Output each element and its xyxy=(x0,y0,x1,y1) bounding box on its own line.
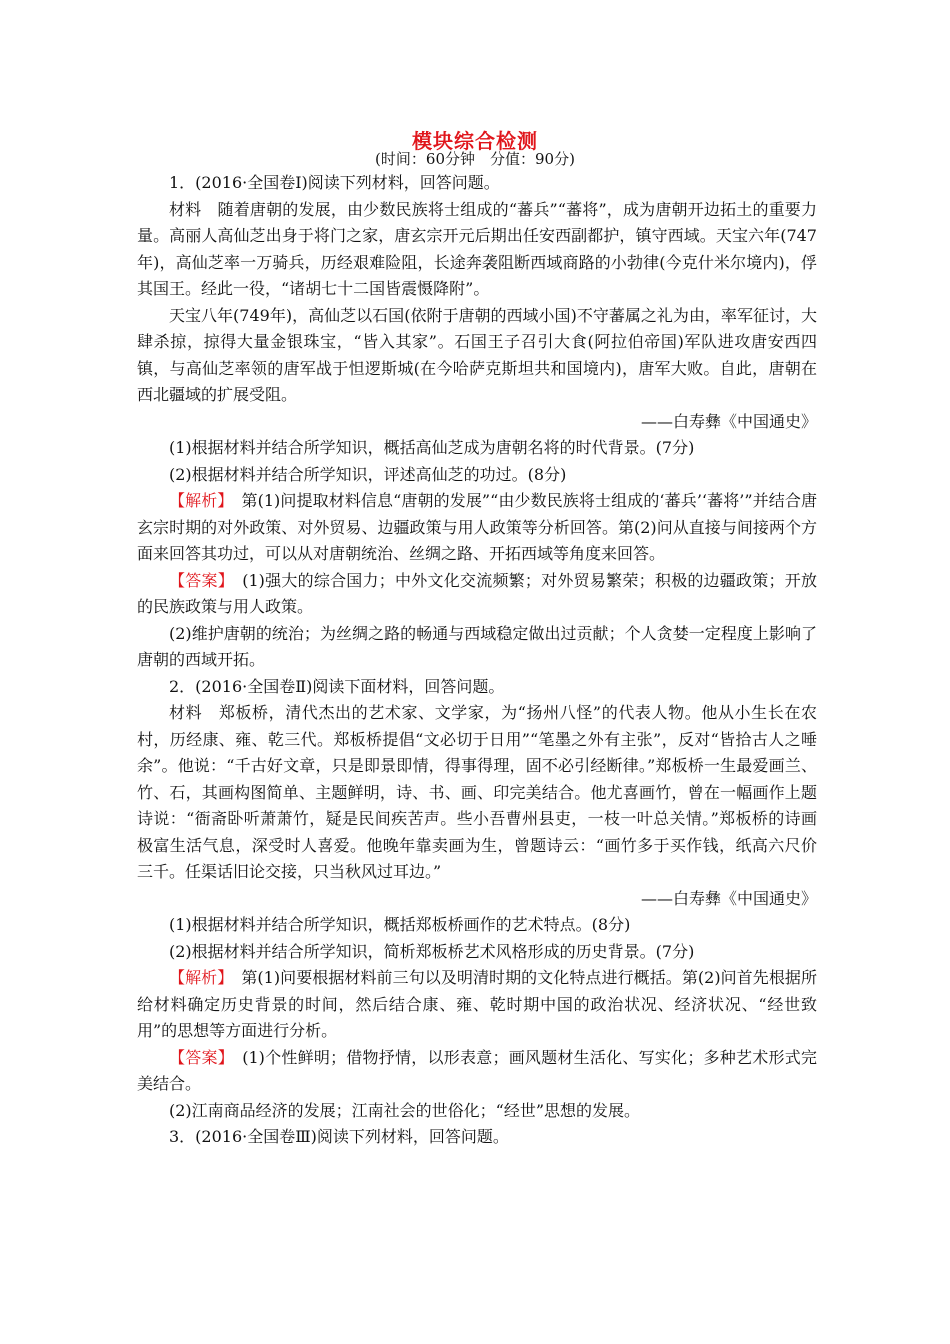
q2-answer xyxy=(137,1045,817,1098)
document-body xyxy=(137,170,817,1151)
q1-subquestion-1: (1)根据材料并结合所学知识，概括高仙芝成为唐朝名将的时代背景。(7分) xyxy=(169,438,695,457)
q1-analysis xyxy=(137,488,817,568)
q1-material-paragraph-1: 材料 随着唐朝的发展，由少数民族将士组成的“蕃兵”“蕃将”，成为唐朝开边拓土的重要力量。高丽人高仙芝出身于将门之家，唐玄宗开元后期出任安西副都护，镇守西域。天宝六年(747年)，高仙芝率一万骑兵，历经艰难险阻，长途奔袭阻断西域商路的小勃律(今克什米尔境内)，俘其国王。经此一役，“诸胡七十二国皆震慑降附”。 xyxy=(137,199,817,298)
q1-material-paragraph-2: 天宝八年(749年)，高仙芝以石国(依附于唐朝的西域小国)不守蕃属之礼为由，率军征讨，大肆杀掠，掠得大量金银珠宝，“皆入其家”。石国王子召引大食(阿拉伯帝国)军队进攻唐安西四镇，与高仙芝率领的唐军战于怛逻斯城(在今哈萨克斯坦共和国境内)，唐军大败。自此，唐朝在西北疆域的扩展受阻。 xyxy=(137,305,817,404)
page-title: 模块综合检测 xyxy=(412,129,538,153)
q2-analysis-text: 第(1)问要根据材料前三句以及明清时期的文化特点进行概括。第(2)问首先根据所给材料确定历史背景的时间，然后结合康、雍、乾时期中国的政治状况、经济状况、“经世致用”的思想等方面进行分析。 xyxy=(137,968,817,1040)
answer-label: 【答案】 xyxy=(169,570,226,590)
q1-source: ——白寿彝《中国通史》 xyxy=(640,411,817,431)
q2-material: 材料 郑板桥，清代杰出的艺术家、文学家，为“扬州八怪”的代表人物。他从小生长在农村，历经康、雍、乾三代。郑板桥提倡“文必切于日用”“笔墨之外有主张”，反对“皆拾古人之唾余”。他说：“千古好文章，只是即景即情，得事得理，固不必引经断律。”郑板桥一生最爱画兰、竹、石，其画构图简单、主题鲜明，诗、书、画、印完美结合。他尤喜画竹，曾在一幅画作上题诗说：“衙斋卧听萧萧竹，疑是民间疾苦声。些小吾曹州县吏，一枝一叶总关情。”郑板桥的诗画极富生活气息，深受时人喜爱。他晚年靠卖画为生，曾题诗云：“画竹多于买作钱，纸高六尺价三千。任渠话旧论交接，只当秋风过耳边。” xyxy=(137,703,817,881)
q1-answer xyxy=(137,568,817,621)
q2-header: 2．(2016·全国卷Ⅱ)阅读下面材料，回答问题。 xyxy=(169,676,505,696)
q1-answer-text-2: (2)维护唐朝的统治；为丝绸之路的畅通与西域稳定做出过贡献；个人贪婪一定程度上影响了唐朝的西域开拓。 xyxy=(137,623,817,669)
q2-answer-text-2: (2)江南商品经济的发展；江南社会的世俗化；“经世”思想的发展。 xyxy=(169,1100,641,1120)
q3-header: 3．(2016·全国卷Ⅲ)阅读下列材料，回答问题。 xyxy=(169,1127,509,1146)
q2-subquestion-1: (1)根据材料并结合所学知识，概括郑板桥画作的艺术特点。(8分) xyxy=(169,915,631,934)
q2-source: ——白寿彝《中国通史》 xyxy=(640,888,817,908)
analysis-label: 【解析】 xyxy=(169,491,226,510)
q1-analysis-text: 第(1)问提取材料信息“唐朝的发展”“由少数民族将士组成的‘蕃兵’‘蕃将’”并结合唐玄宗时期的对外政策、对外贸易、边疆政策与用人政策等分析回答。第(2)问从直接与间接两个方面来回答其功过，可以从对唐朝统治、丝绸之路、开拓西域等角度来回答。 xyxy=(137,491,817,563)
q1-answer-text-1: (1)强大的综合国力；中外文化交流频繁；对外贸易繁荣；积极的边疆政策；开放的民族政策与用人政策。 xyxy=(137,570,817,616)
exam-time-score: (时间：60分钟 分值：90分) xyxy=(375,150,575,168)
q1-subquestion-2: (2)根据材料并结合所学知识，评述高仙芝的功过。(8分) xyxy=(169,464,567,484)
q2-subquestion-2: (2)根据材料并结合所学知识，简析郑板桥艺术风格形成的历史背景。(7分) xyxy=(169,941,695,961)
q2-analysis xyxy=(137,965,817,1045)
q2-answer-text-1: (1)个性鲜明；借物抒情，以形表意；画风题材生活化、写实化；多种艺术形式完美结合。 xyxy=(137,1047,817,1093)
analysis-label: 【解析】 xyxy=(169,968,226,987)
answer-label: 【答案】 xyxy=(169,1047,226,1067)
q1-header: 1．(2016·全国卷Ⅰ)阅读下列材料，回答问题。 xyxy=(169,173,500,192)
